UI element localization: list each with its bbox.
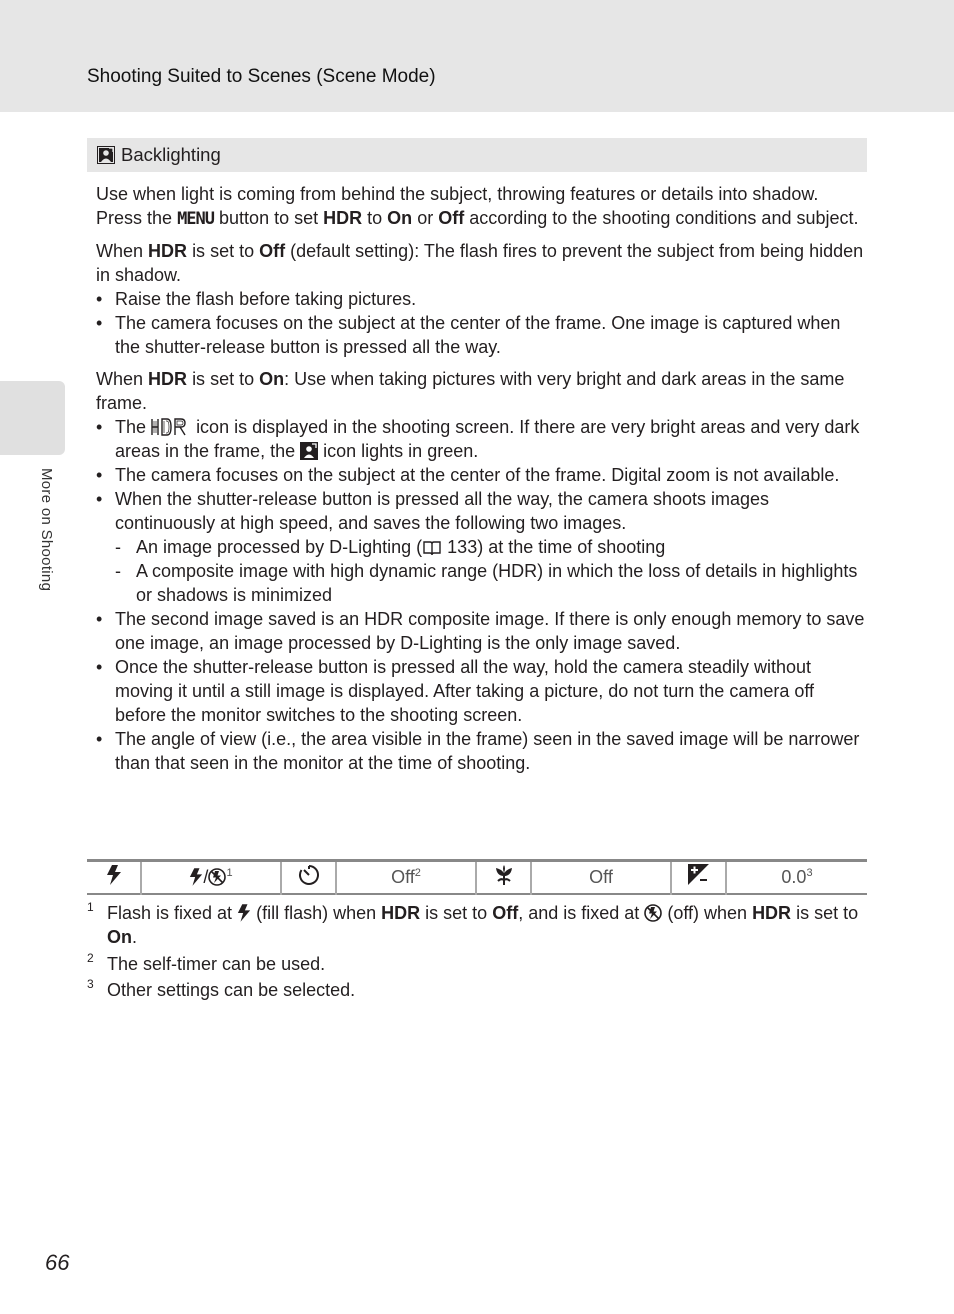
side-tab	[0, 381, 65, 455]
footnote-1: 1 Flash is fixed at (fill flash) when HDR is set to Off, and is fixed at (off) when HDR is set to On.	[87, 900, 859, 947]
section-title: Backlighting	[121, 144, 221, 165]
flash-icon	[106, 865, 122, 885]
book-reference-icon	[422, 540, 442, 556]
hdr-off-text: When HDR is set to Off (default setting): The flash fires to prevent the subject from being hidden in shadow.	[96, 241, 864, 285]
flash-mode-value: / $^1$	[141, 861, 281, 895]
self-timer-icon	[298, 864, 320, 886]
backlighting-icon	[97, 146, 115, 164]
default-settings-table	[87, 859, 867, 895]
footnote-2: 2 The self-timer can be used.	[87, 951, 326, 974]
list-item: • The icon is displayed in the shooting screen. If there are very bright areas and very dark areas in the frame, the icon lights in green.	[96, 415, 867, 463]
hdr-on-text: When HDR is set to On: Use when taking pictures with very bright and dark areas in the same frame.	[96, 369, 845, 413]
macro-cell	[476, 861, 531, 895]
section-heading	[87, 138, 867, 172]
fill-flash-icon	[189, 868, 203, 886]
intro-text: Use when light is coming from behind the subject, throwing features or details into shadow.	[96, 184, 819, 204]
list-item: • Raise the flash before taking pictures.	[96, 287, 867, 311]
list-item: • The camera focuses on the subject at the center of the frame. Digital zoom is not available.	[96, 463, 867, 487]
flash-mode-cell	[87, 861, 141, 895]
page-header	[0, 0, 954, 112]
page-number: 66	[45, 1250, 70, 1275]
list-item: • When the shutter-release button is pressed all the way, the camera shoots images continuously at high speed, and saves the following two images. - An image processed by D-Lighting ( 133) at the time of shooting - A composite image with high dynamic range (HDR) in which the loss of details in highlights or shadows is minimized	[96, 487, 867, 607]
backlighting-indicator-icon	[300, 442, 318, 460]
self-timer-cell	[281, 861, 336, 895]
hdr-on-list	[87, 415, 867, 775]
footnote-3: 3 Other settings can be selected.	[87, 977, 356, 1000]
list-item: • The camera focuses on the subject at the center of the frame. One image is captured when the shutter-release button is pressed all the way.	[96, 311, 867, 359]
list-item: • The angle of view (i.e., the area visible in the frame) seen in the saved image will be narrower than that seen in the monitor at the time of shooting.	[96, 727, 867, 775]
sub-list-item: - A composite image with high dynamic range (HDR) in which the loss of details in highlights or shadows is minimized	[115, 559, 867, 607]
sub-list	[115, 535, 867, 607]
hdr-off-list	[87, 287, 867, 359]
flash-off-icon	[208, 868, 226, 886]
menu-button-label: MENU	[177, 209, 215, 229]
exposure-value: $0.0^3$	[726, 861, 867, 895]
exposure-compensation-icon	[688, 864, 710, 886]
table-row	[87, 861, 867, 895]
intro-menu-text: Press the MENU button to set HDR to On or Off according to the shooting conditions and subject.	[96, 208, 859, 229]
exposure-cell	[671, 861, 726, 895]
side-tab-label: More on Shooting	[38, 468, 55, 592]
list-item: • The second image saved is an HDR composite image. If there is only enough memory to save one image, an image processed by D-Lighting is the only image saved.	[96, 607, 867, 655]
macro-value: Off	[531, 861, 671, 895]
self-timer-value: Off$^2$	[336, 861, 476, 895]
flash-off-icon	[644, 904, 662, 922]
main-content	[87, 138, 867, 775]
hdr-icon	[151, 418, 191, 436]
fill-flash-icon	[237, 904, 251, 922]
list-item: • Once the shutter-release button is pressed all the way, hold the camera steadily without moving it until a still image is displayed. After taking a picture, do not turn the camera off before the monitor switches to the shooting screen.	[96, 655, 867, 727]
sub-list-item: - An image processed by D-Lighting ( 133) at the time of shooting	[115, 535, 867, 559]
macro-icon	[493, 864, 515, 886]
page-title: Shooting Suited to Scenes (Scene Mode)	[87, 66, 436, 87]
